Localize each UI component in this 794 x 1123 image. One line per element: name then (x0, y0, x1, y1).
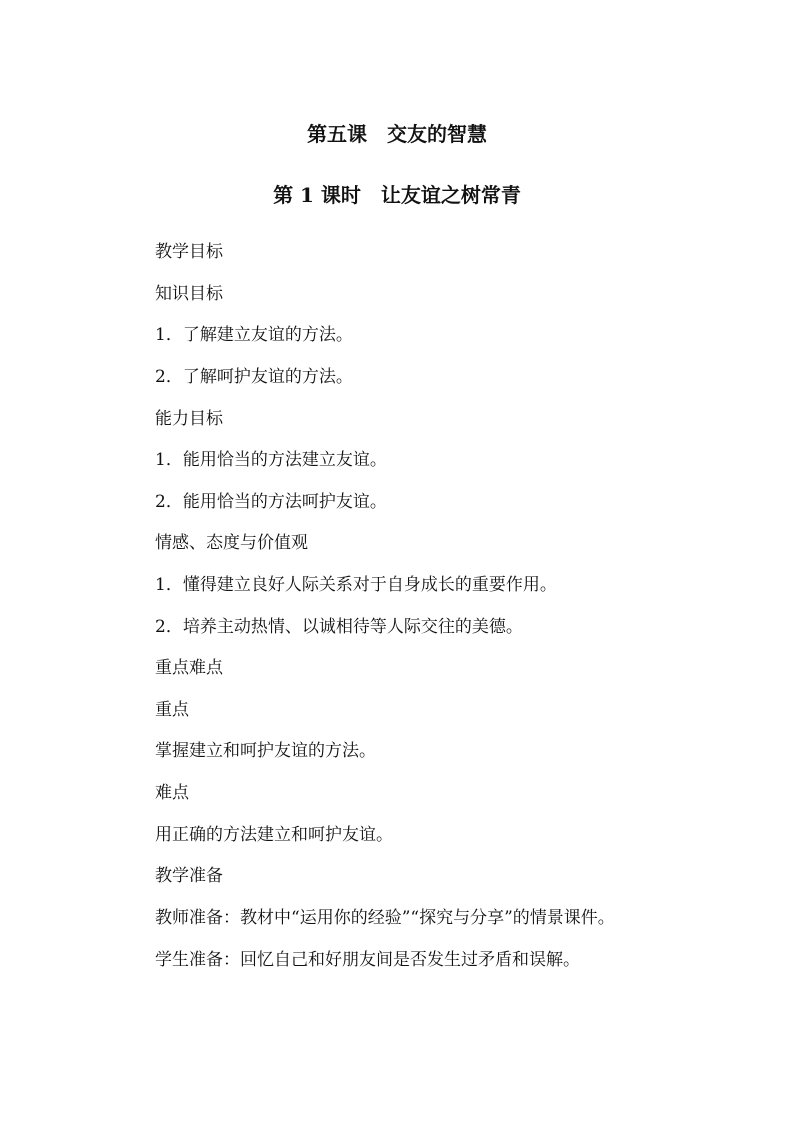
heading-key-difficult: 重点难点 (155, 658, 223, 678)
heading-teaching-goals: 教学目标 (155, 242, 223, 262)
lesson-title: 第五课 交友的智慧 (307, 122, 487, 146)
teacher-preparation: 教师准备：教材中“运用你的经验”“探究与分享”的情景课件。 (155, 908, 615, 928)
key-point-text: 掌握建立和呵护友谊的方法。 (155, 741, 376, 761)
ability-item-2: 2．能用恰当的方法呵护友谊。 (155, 492, 387, 512)
heading-difficult-point: 难点 (155, 783, 189, 803)
emotion-item-2: 2．培养主动热情、以诚相待等人际交往的美德。 (155, 617, 523, 637)
heading-preparation: 教学准备 (155, 866, 223, 886)
emotion-item-1: 1．懂得建立良好人际关系对于自身成长的重要作用。 (155, 575, 557, 595)
heading-key-point: 重点 (155, 700, 189, 720)
heading-knowledge-goals: 知识目标 (155, 284, 223, 304)
lesson-subtitle: 第 1 课时 让友谊之树常青 (273, 183, 521, 207)
knowledge-item-2: 2．了解呵护友谊的方法。 (155, 367, 353, 387)
knowledge-item-1: 1．了解建立友谊的方法。 (155, 325, 353, 345)
ability-item-1: 1．能用恰当的方法建立友谊。 (155, 450, 387, 470)
heading-ability-goals: 能力目标 (155, 409, 223, 429)
student-preparation: 学生准备：回忆自己和好朋友间是否发生过矛盾和误解。 (155, 950, 580, 970)
difficult-point-text: 用正确的方法建立和呵护友谊。 (155, 825, 393, 845)
heading-emotion-goals: 情感、态度与价值观 (155, 533, 308, 553)
